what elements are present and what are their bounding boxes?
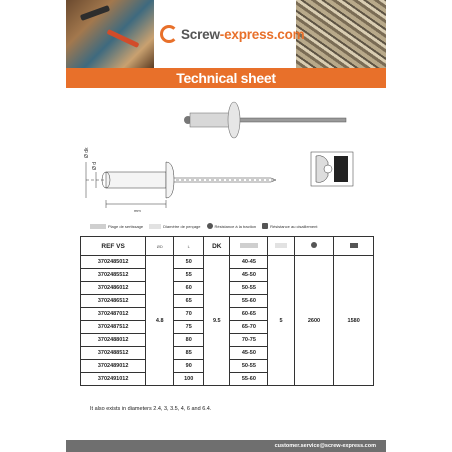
grip-range-icon xyxy=(240,243,258,248)
cell-ref: 3702485512 xyxy=(81,269,146,282)
cell-ref: 3702487012 xyxy=(81,308,146,321)
cell-hole: 5 xyxy=(268,256,294,386)
rivet-section-drawing xyxy=(311,152,353,186)
shear-icon xyxy=(350,243,358,248)
cell-l: 75 xyxy=(174,321,204,334)
col-shear xyxy=(334,237,374,256)
cell-ref: 3702486512 xyxy=(81,295,146,308)
brand-domain: -express.com xyxy=(219,26,305,42)
cell-ref: 3702486012 xyxy=(81,282,146,295)
cell-l: 90 xyxy=(174,360,204,373)
table-header-row xyxy=(81,237,374,256)
legend-item: Résistance à la traction xyxy=(207,223,257,229)
cell-l: 65 xyxy=(174,295,204,308)
logo-icon xyxy=(160,25,178,43)
cell-grip: 45-50 xyxy=(230,347,268,360)
rivet-drawing xyxy=(66,92,386,227)
hole-diameter-icon xyxy=(275,243,287,248)
cell-ref: 3702487512 xyxy=(81,321,146,334)
tension-icon xyxy=(311,242,317,248)
table-row xyxy=(81,256,374,269)
spec-table xyxy=(80,236,374,386)
col-l: L xyxy=(174,237,204,256)
label-d: Ø d xyxy=(92,161,98,170)
brand-logo[interactable] xyxy=(160,20,304,48)
cell-d: 4.8 xyxy=(146,256,174,386)
table-body xyxy=(81,256,374,386)
col-d: ØD xyxy=(146,237,174,256)
cell-grip: 45-50 xyxy=(230,269,268,282)
cell-grip: 60-65 xyxy=(230,308,268,321)
cell-grip: 50-55 xyxy=(230,360,268,373)
workshop-photo xyxy=(66,0,154,68)
col-hole xyxy=(268,237,294,256)
legend xyxy=(90,220,380,232)
cell-grip: 40-45 xyxy=(230,256,268,269)
cell-l: 85 xyxy=(174,347,204,360)
cell-shear: 1580 xyxy=(334,256,374,386)
tension-icon xyxy=(207,223,213,229)
cell-ref: 3702488012 xyxy=(81,334,146,347)
legend-item: Diamètre de perçage xyxy=(149,224,200,229)
cell-grip: 70-75 xyxy=(230,334,268,347)
cell-ref: 3702489012 xyxy=(81,360,146,373)
label-dk: Ø dk xyxy=(84,147,90,158)
brand-name: Screw xyxy=(181,26,220,42)
shear-icon xyxy=(262,223,268,229)
cell-dk: 9.5 xyxy=(204,256,230,386)
screws-photo xyxy=(296,0,386,68)
rivet-technical-drawing xyxy=(86,162,276,208)
label-l: mm xyxy=(134,208,141,213)
cell-grip: 50-55 xyxy=(230,282,268,295)
cell-grip: 65-70 xyxy=(230,321,268,334)
col-dk: DK xyxy=(204,237,230,256)
cell-ref: 3702491012 xyxy=(81,373,146,386)
col-ref: REF VS xyxy=(81,237,146,256)
col-tension xyxy=(294,237,334,256)
cell-l: 50 xyxy=(174,256,204,269)
cell-grip: 55-60 xyxy=(230,295,268,308)
cell-tension: 2600 xyxy=(294,256,334,386)
cell-l: 100 xyxy=(174,373,204,386)
cell-grip: 55-60 xyxy=(230,373,268,386)
cell-l: 70 xyxy=(174,308,204,321)
cell-l: 55 xyxy=(174,269,204,282)
rivet-swatch-icon xyxy=(90,224,106,229)
page-title: Technical sheet xyxy=(66,68,386,88)
cell-ref: 3702488512 xyxy=(81,347,146,360)
footer-contact-email[interactable]: customer.service@screw-express.com xyxy=(66,440,386,452)
cell-l: 80 xyxy=(174,334,204,347)
cell-ref: 3702485012 xyxy=(81,256,146,269)
legend-item: Résistance au cisaillement xyxy=(262,223,317,229)
hole-swatch-icon xyxy=(149,224,161,229)
cell-l: 60 xyxy=(174,282,204,295)
legend-item: Plage de sertissage xyxy=(90,224,143,229)
availability-note: It also exists in diameters 2.4, 3, 3.5, 4, 6 and 6.4. xyxy=(90,406,212,412)
rivet-illustration xyxy=(184,102,346,138)
col-grip xyxy=(230,237,268,256)
